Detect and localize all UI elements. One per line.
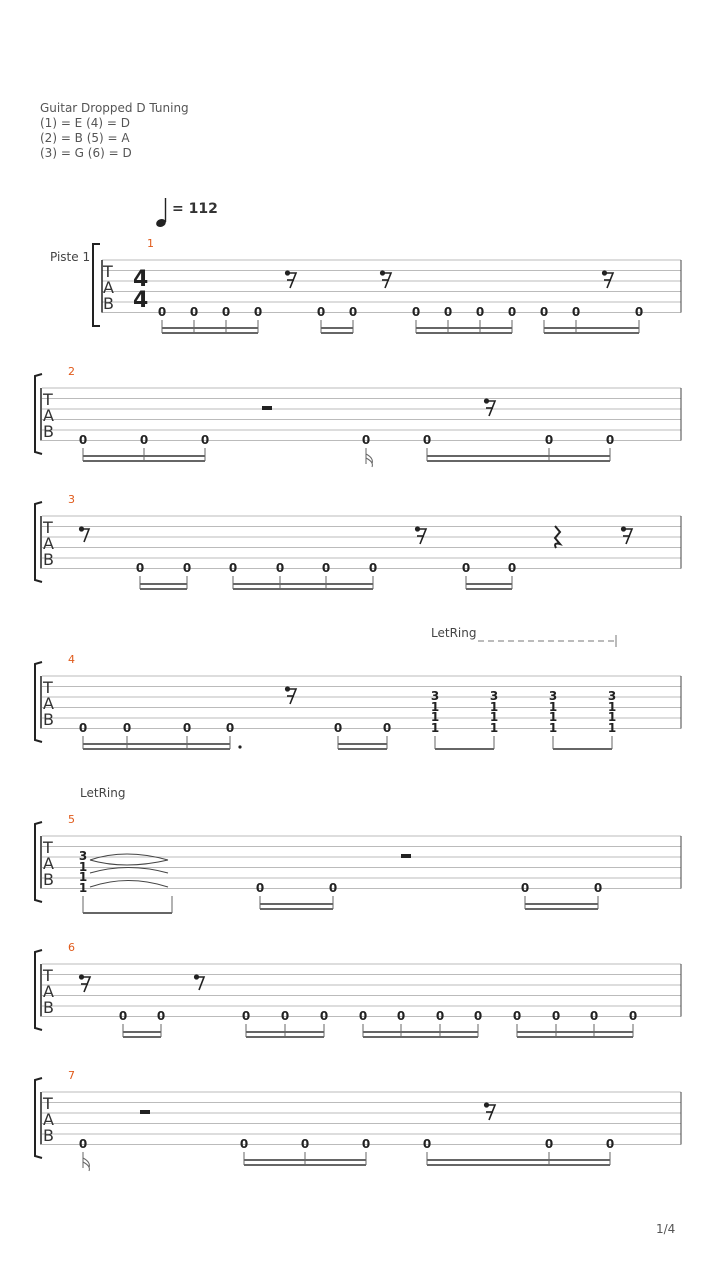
beams	[162, 320, 639, 333]
eighth-rest-icon	[195, 975, 204, 990]
tab-clef-t: T	[103, 262, 113, 281]
measure-number: 7	[68, 1069, 75, 1082]
fret-number: 1	[607, 710, 617, 724]
track-name: Piste 1	[50, 250, 91, 264]
fret-number: 0	[239, 1137, 249, 1151]
fret-number: 0	[473, 1009, 483, 1023]
fret-number: 0	[189, 305, 199, 319]
fret-number: 0	[382, 721, 392, 735]
beams	[83, 448, 610, 467]
rests	[80, 975, 204, 992]
system-brace	[35, 950, 42, 1030]
half-rest-icon	[401, 854, 411, 858]
tab-clef-a: A	[43, 982, 54, 1001]
fret-number: 0	[361, 1137, 371, 1151]
rests	[140, 1103, 495, 1120]
tab-clef-b: B	[43, 710, 54, 729]
beams	[140, 576, 512, 589]
fret-number: 0	[78, 433, 88, 447]
fret-number: 0	[348, 305, 358, 319]
tuning-line: (1) = E (4) = D	[40, 116, 130, 130]
fret-number: 0	[551, 1009, 561, 1023]
tab-clef-b: B	[43, 998, 54, 1017]
tab-clef-t: T	[43, 518, 53, 537]
let-ring-label: LetRing	[80, 786, 126, 800]
sixteenth-rest-icon	[603, 271, 613, 288]
fret-number: 3	[78, 849, 88, 863]
tab-clef-a: A	[43, 1110, 54, 1129]
rests	[286, 271, 613, 288]
chord	[549, 689, 557, 735]
beams	[83, 896, 598, 913]
fret-number: 0	[182, 721, 192, 735]
let-ring-label: LetRing	[431, 626, 477, 640]
tuning-line: (2) = B (5) = A	[40, 131, 130, 145]
tab-clef-b: B	[43, 550, 54, 569]
fret-number: 0	[135, 561, 145, 575]
measure-number: 2	[68, 365, 75, 378]
fret-number: 1	[489, 700, 499, 714]
chord	[490, 689, 498, 735]
fret-number: 0	[333, 721, 343, 735]
fret-number: 1	[607, 721, 617, 735]
fret-number: 0	[253, 305, 263, 319]
fret-number: 0	[328, 881, 338, 895]
fret-number: 1	[430, 700, 440, 714]
system-brace	[35, 662, 42, 742]
fret-number: 1	[430, 710, 440, 724]
tempo-marking: = 112	[172, 201, 218, 217]
fret-number: 0	[475, 305, 485, 319]
fret-number: 1	[548, 700, 558, 714]
fret-number: 0	[461, 561, 471, 575]
fret-number: 0	[139, 433, 149, 447]
fret-number: 0	[321, 561, 331, 575]
fret-number: 0	[200, 433, 210, 447]
rests	[262, 399, 495, 416]
fret-number: 0	[122, 721, 132, 735]
fret-number: 0	[411, 305, 421, 319]
sixteenth-rest-icon	[485, 1103, 495, 1120]
fret-number: 0	[571, 305, 581, 319]
staff-lines	[42, 676, 681, 729]
beams	[123, 1024, 633, 1037]
sixteenth-rest-icon	[381, 271, 391, 288]
tab-system-1	[0, 237, 720, 340]
fret-number: 0	[507, 305, 517, 319]
sixteenth-rest-icon	[286, 271, 296, 288]
sixteenth-rest-icon	[622, 527, 632, 544]
fret-number: 0	[605, 433, 615, 447]
fret-number: 0	[275, 561, 285, 575]
fret-number: 3	[607, 689, 617, 703]
fret-number: 0	[443, 305, 453, 319]
tab-system-4	[0, 653, 720, 756]
fret-number: 0	[520, 881, 530, 895]
augmentation-dot	[238, 745, 241, 748]
tab-clef-b: B	[103, 294, 114, 313]
fret-number: 0	[228, 561, 238, 575]
fret-number: 1	[78, 860, 88, 874]
fret-number: 1	[548, 710, 558, 724]
tab-clef-b: B	[43, 1126, 54, 1145]
measure-number: 3	[68, 493, 75, 506]
tab-clef-t: T	[43, 838, 53, 857]
chord	[431, 689, 439, 735]
fret-number: 3	[548, 689, 558, 703]
chord	[79, 849, 87, 895]
tab-clef-t: T	[43, 966, 53, 985]
sixteenth-rest-icon	[286, 687, 296, 704]
beams	[83, 736, 612, 749]
fret-number: 0	[512, 1009, 522, 1023]
fret-number: 0	[319, 1009, 329, 1023]
fret-number: 1	[548, 721, 558, 735]
fret-number: 3	[430, 689, 440, 703]
fret-number: 0	[361, 433, 371, 447]
let-ring-extent	[478, 634, 620, 648]
tab-clef-a: A	[43, 854, 54, 873]
fret-number: 1	[489, 721, 499, 735]
system-brace	[35, 822, 42, 902]
fret-number: 0	[255, 881, 265, 895]
tab-clef-a: A	[43, 406, 54, 425]
fret-number: 0	[589, 1009, 599, 1023]
tab-system-6	[0, 941, 720, 1044]
fret-number: 0	[78, 1137, 88, 1151]
fret-number: 0	[544, 433, 554, 447]
rests	[286, 687, 296, 704]
sixteenth-rest-icon	[416, 527, 426, 544]
quarter-note-icon	[150, 196, 170, 232]
sixteenth-rest-icon	[485, 399, 495, 416]
page-number: 1/4	[656, 1222, 676, 1236]
fret-number: 1	[78, 881, 88, 895]
fret-number: 0	[118, 1009, 128, 1023]
fret-number: 0	[241, 1009, 251, 1023]
tab-clef-t: T	[43, 390, 53, 409]
system-brace	[93, 244, 102, 326]
time-signature-bottom: 4	[133, 288, 149, 313]
fret-number: 1	[607, 700, 617, 714]
tab-clef-a: A	[43, 534, 54, 553]
measure-number: 6	[68, 941, 75, 954]
chord	[608, 689, 616, 735]
fret-number: 0	[593, 881, 603, 895]
half-rest-icon	[262, 406, 272, 410]
tab-clef-b: B	[43, 422, 54, 441]
eighth-rest-icon	[80, 527, 89, 542]
tab-system-3	[0, 493, 720, 596]
let-ring-ties	[90, 854, 168, 887]
fret-number: 0	[544, 1137, 554, 1151]
tuning-line: (3) = G (6) = D	[40, 146, 132, 160]
system-brace	[35, 374, 42, 454]
tab-system-2	[0, 365, 720, 468]
fret-number: 0	[396, 1009, 406, 1023]
fret-number: 0	[507, 561, 517, 575]
fret-number: 0	[221, 305, 231, 319]
fret-number: 0	[605, 1137, 615, 1151]
fret-number: 0	[316, 305, 326, 319]
fret-number: 0	[358, 1009, 368, 1023]
tab-clef-t: T	[43, 678, 53, 697]
fret-number: 0	[225, 721, 235, 735]
fret-number: 0	[368, 561, 378, 575]
tab-system-7	[0, 1069, 720, 1172]
fret-number: 0	[422, 1137, 432, 1151]
fret-number: 1	[489, 710, 499, 724]
fret-number: 0	[422, 433, 432, 447]
half-rest-icon	[140, 1110, 150, 1114]
tuning-title: Guitar Dropped D Tuning	[40, 101, 189, 115]
fret-number: 0	[157, 305, 167, 319]
fret-number: 0	[634, 305, 644, 319]
tuning-info	[40, 101, 189, 161]
fret-number: 0	[300, 1137, 310, 1151]
tab-clef-b: B	[43, 870, 54, 889]
fret-number: 0	[156, 1009, 166, 1023]
measure-number: 1	[147, 237, 154, 250]
tab-clef-a: A	[103, 278, 114, 297]
measure-number: 4	[68, 653, 75, 666]
fret-number: 1	[430, 721, 440, 735]
time-signature-top: 4	[133, 267, 149, 292]
tab-system-5	[0, 813, 720, 916]
tab-clef-t: T	[43, 1094, 53, 1113]
sixteenth-rest-icon	[80, 975, 90, 992]
measure-number: 5	[68, 813, 75, 826]
fret-number: 0	[78, 721, 88, 735]
system-brace	[35, 1078, 42, 1158]
tab-clef-a: A	[43, 694, 54, 713]
beams	[83, 1152, 610, 1171]
fret-number: 0	[182, 561, 192, 575]
fret-number: 1	[78, 870, 88, 884]
fret-number: 0	[539, 305, 549, 319]
fret-number: 0	[435, 1009, 445, 1023]
fret-number: 3	[489, 689, 499, 703]
system-brace	[35, 502, 42, 582]
fret-number: 0	[628, 1009, 638, 1023]
fret-number: 0	[280, 1009, 290, 1023]
